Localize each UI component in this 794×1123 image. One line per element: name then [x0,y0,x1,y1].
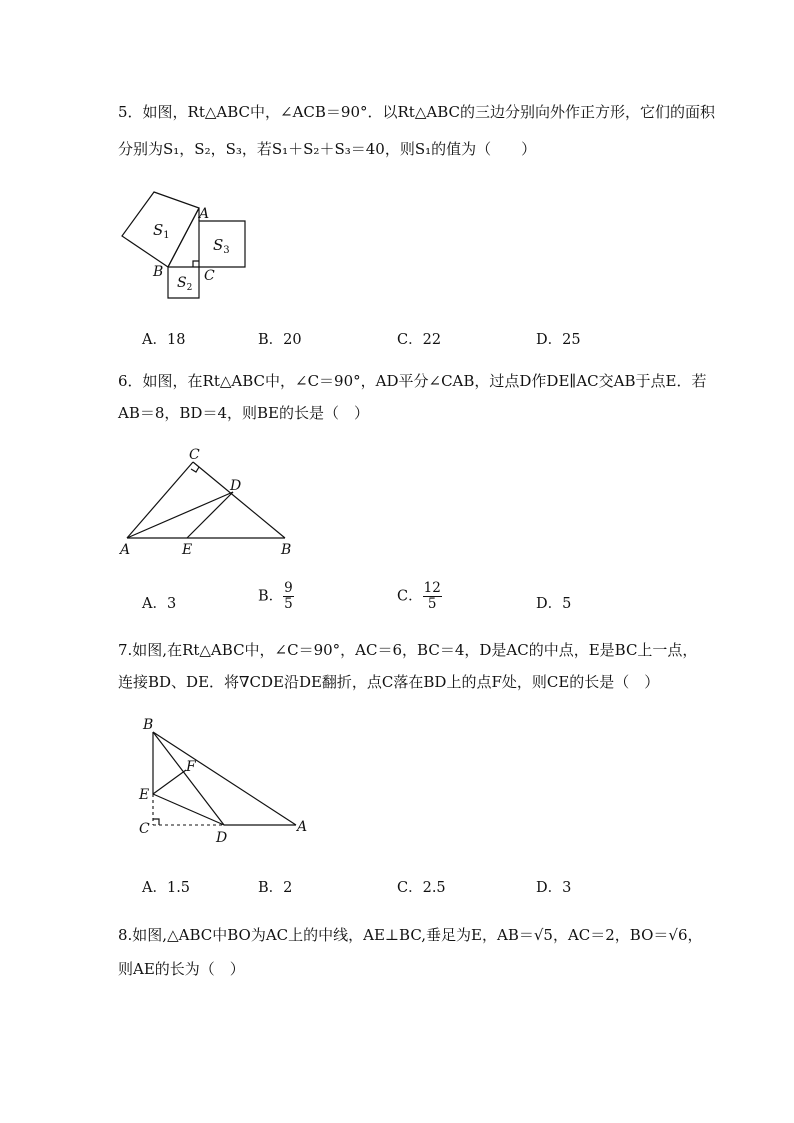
q6-option-d[interactable]: D．5 [536,596,572,612]
q6-option-c-numerator: 12 [423,580,441,596]
q5-label-c: C [204,268,215,284]
q5-stem-line1: 5．如图，Rt△ABC中，∠ACB＝90°．以Rt△ABC的三边分别向外作正方形，它们的面积 [118,103,715,121]
q6-stem-line2: AB＝8，BD＝4，则BE的长是（ ） [118,404,369,422]
q5-stem-line2: 分别为S₁，S₂，S₃，若S₁＋S₂＋S₃＝40，则S₁的值为（ ） [118,140,537,158]
q7-option-c[interactable]: C．2.5 [397,880,446,896]
q5-label-s1: $S_1$ [153,221,170,241]
q7-segment-ed [153,794,224,825]
q6-option-a[interactable]: A．3 [142,596,177,612]
q7-segment-bd [153,732,224,825]
q5-label-a: A [199,206,210,222]
q5-option-c[interactable]: C．22 [397,332,442,348]
q6-option-b-prefix: B． [258,588,284,605]
q5-label-b: B [153,264,164,280]
q7-label-e: E [139,787,150,803]
q6-label-e: E [182,542,193,558]
q6-label-d: D [230,478,242,494]
q6-label-c: C [189,447,200,463]
q7-label-d: D [216,830,228,846]
q7-label-c: C [139,821,150,837]
q6-option-c-prefix: C． [397,588,423,605]
q6-option-c-denominator: 5 [427,596,437,612]
q7-label-b: B [143,717,154,733]
q7-option-d[interactable]: D．3 [536,880,572,896]
q7-label-a: A [297,819,308,835]
q6-label-a: A [120,542,131,558]
q6-option-b-numerator: 9 [284,580,293,596]
q7-stem-line1: 7.如图,在Rt△ABC中，∠C＝90°，AC＝6，BC＝4，D是AC的中点，E是BC上一点， [118,641,698,659]
q7-label-f: F [186,759,196,775]
q5-option-a[interactable]: A．18 [142,332,186,348]
q6-option-b-denominator: 5 [284,596,293,612]
q8-stem-line2: 则AE的长为（ ） [118,960,245,978]
q5-option-d[interactable]: D．25 [536,332,581,348]
q7-option-a[interactable]: A．1.5 [142,880,191,896]
q5-label-s2: $S_2$ [177,275,193,293]
q5-option-b[interactable]: B．20 [258,332,302,348]
q7-segment-ef [153,770,186,794]
q6-label-b: B [281,542,292,558]
q5-label-s3: $S_3$ [213,236,230,256]
q8-stem-line1: 8.如图,△ABC中BO为AC上的中线，AE⊥BC,垂足为E，AB＝√5，AC＝2，BO＝√6， [118,926,703,944]
q7-stem-line2: 连接BD、DE．将∇CDE沿DE翻折，点C落在BD上的点F处，则CE的长是（ ） [118,673,660,691]
q7-option-b[interactable]: B．2 [258,880,293,896]
q6-stem-line1: 6．如图，在Rt△ABC中，∠C＝90°，AD平分∠CAB，过点D作DE∥AC交AB于点E．若 [118,372,707,390]
q7-right-angle-mark [153,819,159,825]
